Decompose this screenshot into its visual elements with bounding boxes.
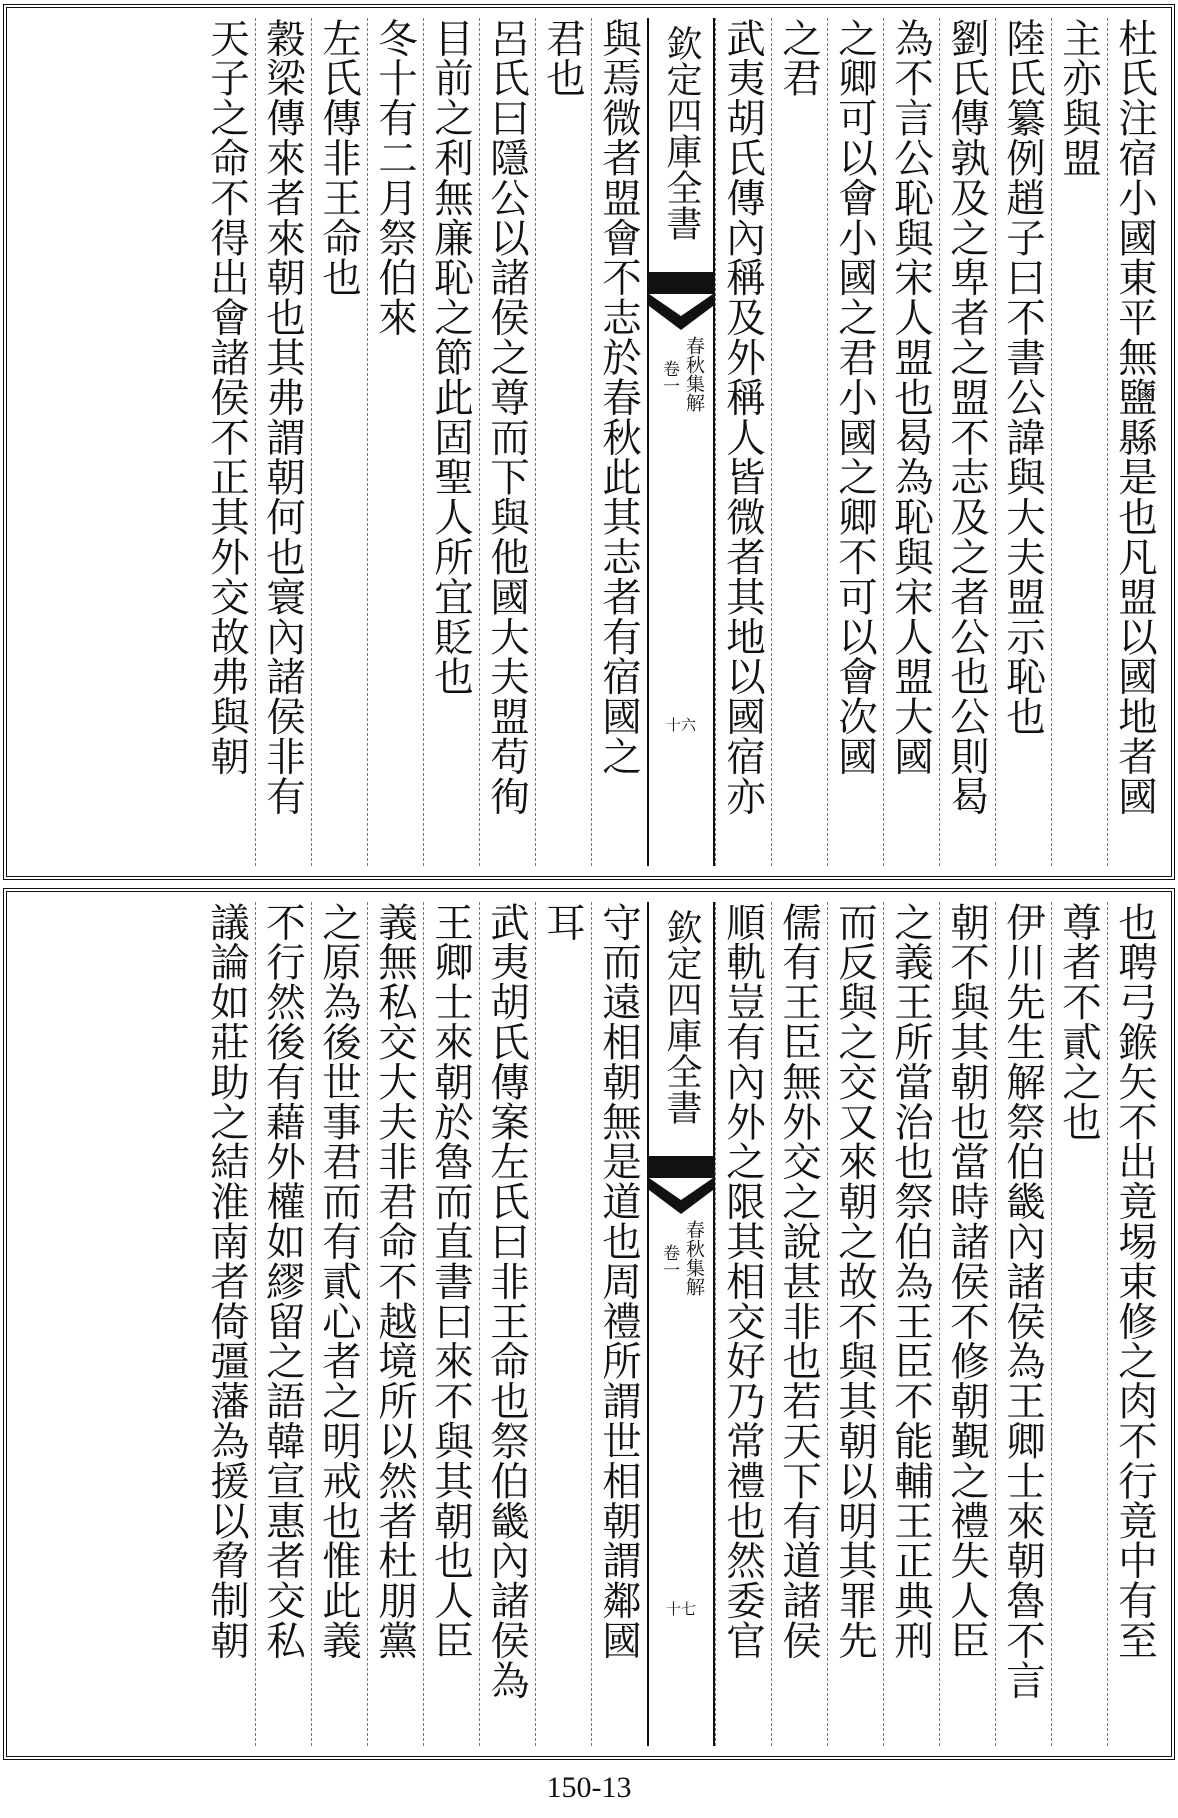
book-title: 春秋集解: [683, 336, 705, 412]
text-column: 之卿可以會小國之君小國之卿不可以會次國: [827, 18, 883, 866]
text-column: 穀梁傳來者來朝也其弗謂朝何也寰內諸侯非有: [255, 18, 311, 866]
text-column: 陸氏纂例趙子曰不書公諱與大夫盟示恥也: [995, 18, 1051, 866]
text-column: 伊川先生解祭伯畿內諸侯為王卿士來朝魯不言: [995, 902, 1051, 1746]
text-column: 杜氏注宿小國東平無鹽縣是也凡盟以國地者國: [1107, 18, 1163, 866]
text-column: 之原為後世事君而有貳心者之明戒也惟此義: [311, 902, 367, 1746]
running-title: 欽定四庫全書: [661, 909, 702, 1125]
text-column: 冬十有二月祭伯來: [367, 18, 423, 866]
text-column: 武夷胡氏傳內稱及外稱人皆微者其地以國宿亦: [715, 18, 771, 866]
text-column: 為不言公恥與宋人盟也曷為恥與宋人盟大國: [883, 18, 939, 866]
text-column: 左氏傳非王命也: [311, 18, 367, 866]
text-column: 武夷胡氏傳案左氏曰非王命也祭伯畿內諸侯為: [479, 902, 535, 1746]
text-column: 也聘弓鍭矢不出竟埸束修之肉不行竟中有至: [1107, 902, 1163, 1746]
folio-number: 十七: [665, 1600, 696, 1618]
center-gutter: [647, 18, 715, 866]
text-column: 儒有王臣無外交之說甚非也若天下有道諸侯: [771, 902, 827, 1746]
text-column: 朝不與其朝也當時諸侯不修朝覲之禮失人臣: [939, 902, 995, 1746]
text-column: 尊者不貳之也: [1051, 902, 1107, 1746]
folio-number: 十六: [665, 716, 696, 734]
fishtail-mark-icon: [649, 272, 713, 332]
text-column: 劉氏傳孰及之卑者之盟不志及之者公也公則曷: [939, 18, 995, 866]
text-column: 天子之命不得出會諸侯不正其外交故弗與朝: [204, 18, 250, 777]
text-column: 與焉微者盟會不志於春秋此其志者有宿國之: [591, 18, 647, 866]
page-number: 150-13: [546, 1771, 632, 1804]
page-half-top: [3, 4, 1175, 880]
text-column: 義無私交大夫非君命不越境所以然者杜朋黨: [367, 902, 423, 1746]
volume-label: 卷一: [659, 1244, 679, 1278]
text-column: 順軌豈有內外之限其相交好乃常禮也然委官: [715, 902, 771, 1746]
text-column: 議論如莊助之結淮南者倚彊藩為援以脅制朝: [204, 902, 250, 1661]
text-column: 王卿士來朝於魯而直書曰來不與其朝也人臣: [423, 902, 479, 1746]
book-title: 春秋集解: [683, 1220, 705, 1296]
text-column: 主亦與盟: [1051, 18, 1107, 866]
text-column: 不行然後有藉外權如繆留之語韓宣惠者交私: [255, 902, 311, 1746]
page-half-bottom: [3, 888, 1175, 1760]
text-column: 之義王所當治也祭伯為王臣不能輔王正典刑: [883, 902, 939, 1746]
text-column: 之君: [771, 18, 827, 866]
text-column: 君也: [535, 18, 591, 866]
text-column: 呂氏曰隱公以諸侯之尊而下與他國大夫盟苟徇: [479, 18, 535, 866]
volume-label: 卷一: [659, 360, 679, 394]
running-title: 欽定四庫全書: [661, 25, 702, 241]
text-column: 耳: [535, 902, 591, 1746]
fishtail-mark-icon: [649, 1156, 713, 1216]
text-column: 目前之利無廉恥之節此固聖人所宜貶也: [423, 18, 479, 866]
text-column: 守而遠相朝無是道也周禮所謂世相朝謂鄰國: [591, 902, 647, 1746]
center-gutter: [647, 902, 715, 1746]
text-column: 而反與之交又來朝之故不與其朝以明其罪先: [827, 902, 883, 1746]
